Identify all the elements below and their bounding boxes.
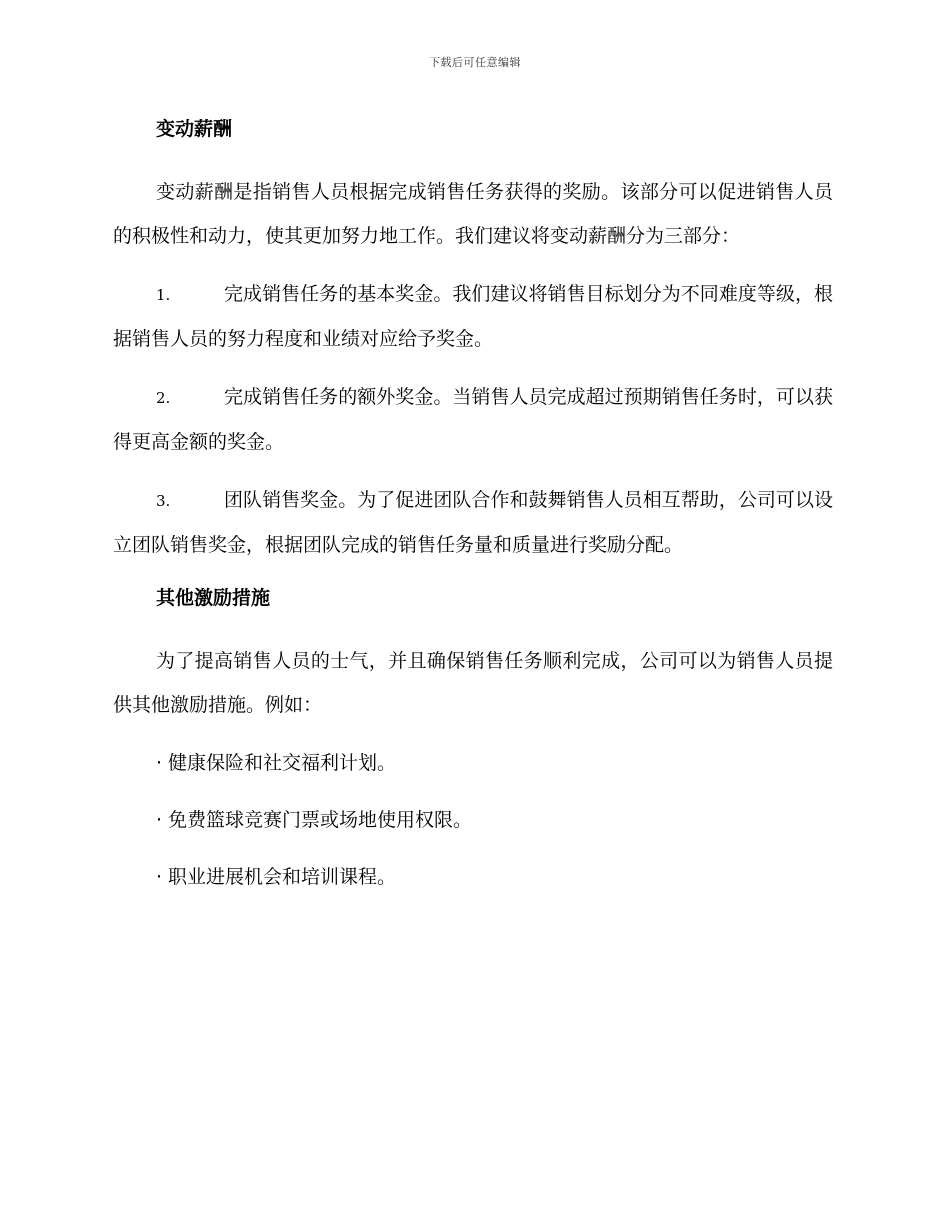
section-intro-paragraph: 为了提高销售人员的士气，并且确保销售任务顺利完成，公司可以为销售人员提供其他激励措施。例如： bbox=[113, 650, 833, 716]
numbered-list-item bbox=[113, 375, 833, 464]
document-body bbox=[113, 112, 833, 912]
section-intro-paragraph: 变动薪酬是指销售人员根据完成销售任务获得的奖励。该部分可以促进销售人员的积极性和动力，使其更加努力地工作。我们建议将变动薪酬分为三部分： bbox=[113, 181, 833, 247]
section-heading-other-incentives: 其他激励措施 bbox=[156, 587, 271, 609]
bullet-mark: · bbox=[156, 752, 163, 774]
bullet-mark: · bbox=[156, 866, 163, 888]
bullet-item-text: 免费篮球竞赛门票或场地使用权限。 bbox=[168, 809, 473, 831]
list-item-text: 完成销售任务的基本奖金。我们建议将销售目标划分为不同难度等级，根据销售人员的努力程度和业绩对应给予奖金。 bbox=[113, 283, 833, 350]
list-item-text: 团队销售奖金。为了促进团队合作和鼓舞销售人员相互帮助，公司可以设立团队销售奖金，根据团队完成的销售任务量和质量进行奖励分配。 bbox=[113, 489, 833, 556]
bullet-list-item bbox=[113, 798, 833, 842]
bullet-item-text: 职业进展机会和培训课程。 bbox=[168, 866, 397, 888]
numbered-list-item bbox=[113, 272, 833, 361]
bullet-list-item bbox=[113, 741, 833, 785]
numbered-list-item bbox=[113, 478, 833, 567]
list-item-text: 完成销售任务的额外奖金。当销售人员完成超过预期销售任务时，可以获得更高金额的奖金。 bbox=[113, 386, 833, 453]
section-heading-variable-pay: 变动薪酬 bbox=[156, 118, 233, 140]
running-header: 下载后可任意编辑 bbox=[429, 56, 521, 69]
bullet-mark: · bbox=[156, 809, 163, 831]
bullet-list-item bbox=[113, 855, 833, 899]
list-number: 3. bbox=[156, 492, 171, 510]
bullet-item-text: 健康保险和社交福利计划。 bbox=[168, 752, 397, 774]
list-number: 2. bbox=[156, 389, 171, 407]
list-number: 1. bbox=[156, 286, 171, 304]
